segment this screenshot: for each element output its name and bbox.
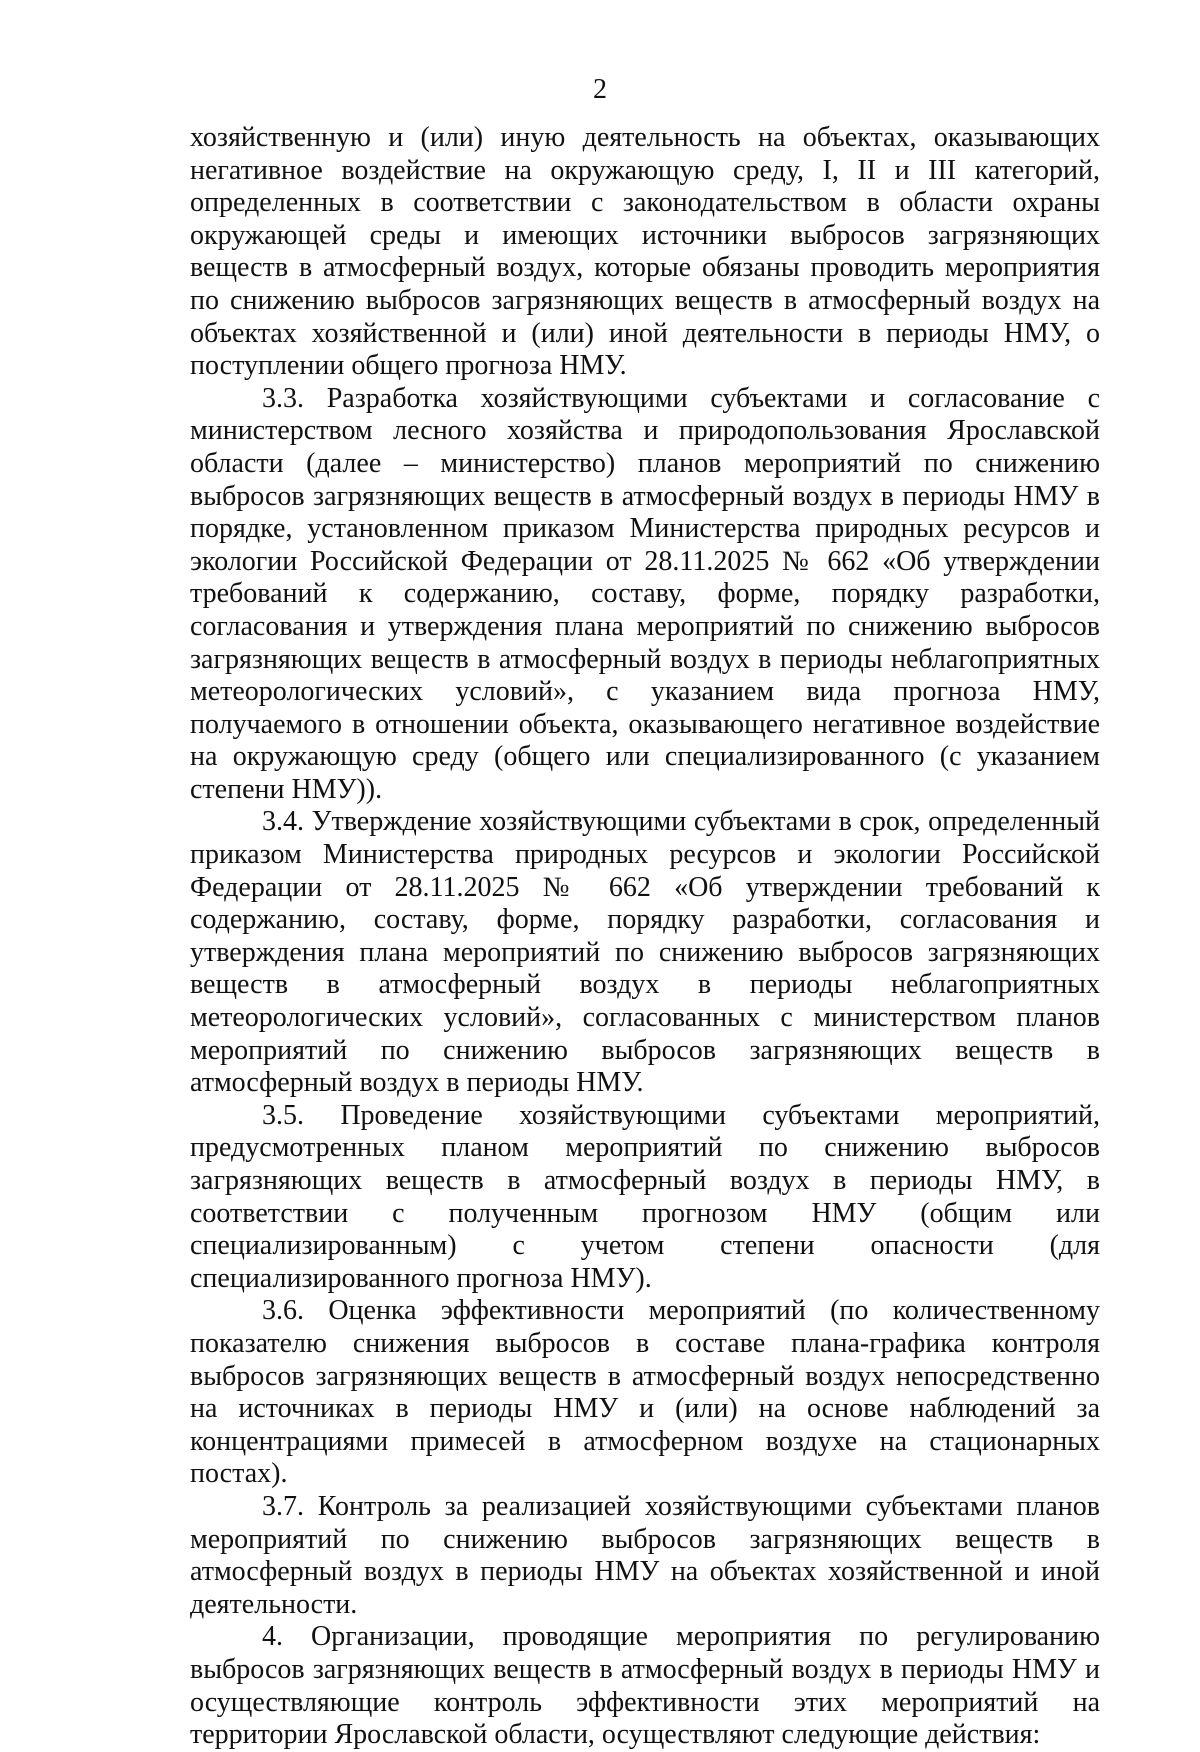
paragraph-3-3: 3.3. Разработка хозяйствующими субъектами и согласование с министерством лесного хозяйства и природопользования Ярославской области (далее – министерство) планов мероприятий по снижению выбросов загрязняющих веществ в атмосферный воздух в периоды НМУ в порядке, установленном приказом Министерства природных ресурсов и экологии Российской Федерации от 28.11.2025 № 662 «Об утверждении требований к содержанию, составу, форме, порядку разработки, согласования и утверждения плана мероприятий по снижению выбросов загрязняющих веществ в атмосферный воздух в периоды неблагоприятных метеорологических условий», с указанием вида прогноза НМУ, получаемого в отношении объекта, оказывающего негативное воздействие на окружающую среду (общего или специализированного (с указанием степени НМУ)). [190,382,1100,805]
paragraph-3-4: 3.4. Утверждение хозяйствующими субъектами в срок, определенный приказом Министерства природных ресурсов и экологии Российской Федерации от 28.11.2025 № 662 «Об утверждении требований к содержанию, составу, форме, порядку разработки, согласования и утверждения плана мероприятий по снижению выбросов загрязняющих веществ в атмосферный воздух в периоды неблагоприятных метеорологических условий», согласованных с министерством планов мероприятий по снижению выбросов загрязняющих веществ в атмосферный воздух в периоды НМУ. [190,806,1100,1099]
paragraph-3-7: 3.7. Контроль за реализацией хозяйствующими субъектами планов мероприятий по снижению выбросов загрязняющих веществ в атмосферный воздух в периоды НМУ на объектах хозяйственной и иной деятельности. [190,1490,1100,1620]
page-number: 2 [593,74,607,105]
paragraph-3-6: 3.6. Оценка эффективности мероприятий (по количественному показателю снижения выбросов в составе плана-графика контроля выбросов загрязняющих веществ в атмосферный воздух непосредственно на источниках в периоды НМУ и (или) на основе наблюдений за концентрациями примесей в атмосферном воздухе на стационарных постах). [190,1295,1100,1490]
document-body [190,122,1100,1752]
paragraph-4: 4. Организации, проводящие мероприятия по регулированию выбросов загрязняющих веществ в атмосферный воздух в периоды НМУ и осуществляющие контроль эффективности этих мероприятий на территории Ярославской области, осуществляют следующие действия: [190,1621,1100,1751]
paragraph-3-5: 3.5. Проведение хозяйствующими субъектами мероприятий, предусмотренных планом мероприятий по снижению выбросов загрязняющих веществ в атмосферный воздух в периоды НМУ, в соответствии с полученным прогнозом НМУ (общим или специализированным) с учетом степени опасности (для специализированного прогноза НМУ). [190,1099,1100,1294]
paragraph-continuation: хозяйственную и (или) иную деятельность на объектах, оказывающих негативное воздействие на окружающую среду, I, II и III категорий, определенных в соответствии с законодательством в области охраны окружающей среды и имеющих источники выбросов загрязняющих веществ в атмосферный воздух, которые обязаны проводить мероприятия по снижению выбросов загрязняющих веществ в атмосферный воздух на объектах хозяйственной и (или) иной деятельности в периоды НМУ, о поступлении общего прогноза НМУ. [190,122,1100,382]
